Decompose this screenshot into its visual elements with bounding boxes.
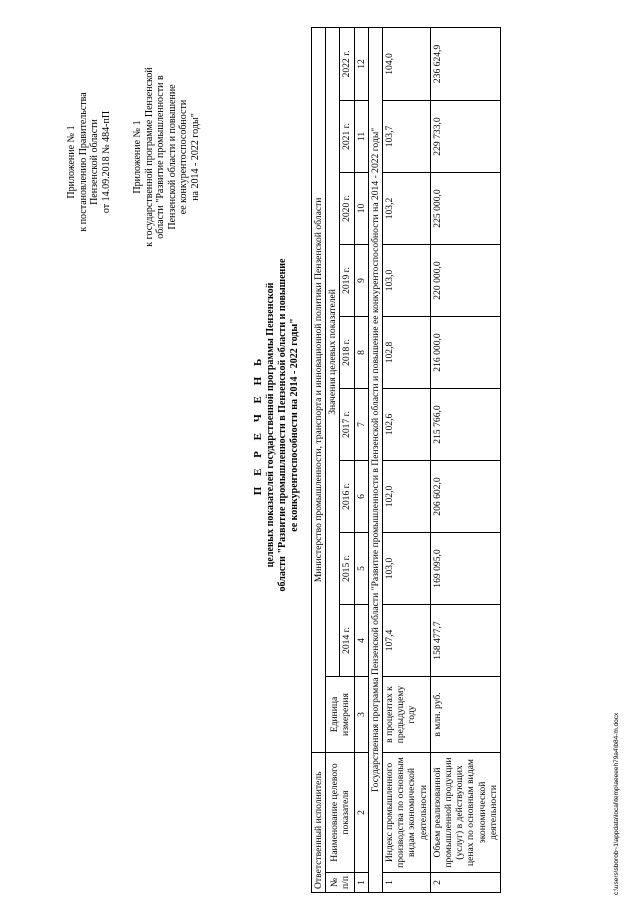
document-heading [252, 205, 301, 645]
column-numbers-row [354, 27, 368, 892]
year-header: 2022 г. [340, 27, 354, 100]
appendix-line: к постановлению Правительства [77, 92, 89, 232]
year-header: 2015 г. [340, 533, 354, 605]
appendix-program-note [132, 57, 201, 257]
appendix-line: ее конкурентоспособности [178, 99, 189, 215]
indicator-value: 102,8 [383, 317, 431, 389]
col-header-values: Значения целевых показателей [326, 27, 340, 676]
column-number: 8 [354, 317, 368, 389]
col-header-name: Наименование целевого показателя [326, 753, 354, 873]
year-header: 2019 г. [340, 245, 354, 317]
indicator-value: 103,0 [383, 533, 431, 605]
column-number: 4 [354, 605, 368, 677]
appendix-line: Приложение № 1 [66, 125, 77, 199]
indicator-unit: в млн. руб. [430, 677, 500, 753]
indicator-value: 225 000,0 [430, 173, 500, 245]
indicator-value: 158 477,7 [430, 605, 500, 677]
indicator-value: 215 766,0 [430, 389, 500, 461]
appendix-line: к государственной программе Пензенской [143, 67, 155, 247]
year-header: 2017 г. [340, 389, 354, 461]
year-header: 2020 г. [340, 173, 354, 245]
appendix-line: Приложение № 1 [132, 120, 143, 194]
column-number: 12 [354, 27, 368, 100]
program-row [368, 27, 382, 892]
column-number: 9 [354, 245, 368, 317]
indicator-value: 102,6 [383, 389, 431, 461]
year-header: 2014 г. [340, 605, 354, 677]
row-number: 2 [430, 873, 500, 893]
program-title: Государственная программа Пензенской области "Развитие промышленности в Пензенской области и повышение ее конкурентоспособности на 2014 - 2022 годы" [368, 27, 382, 892]
document-title: П Е Р Е Ч Е Н Ь [252, 354, 264, 496]
row-number: 1 [383, 873, 431, 893]
indicator-value: 206 602,0 [430, 461, 500, 533]
appendix-line: Пензенской области [89, 119, 100, 205]
indicator-name: Объем реализованной промышленной продукции (услуг) в действующих ценах по основным видам экономической деятельности [430, 753, 500, 873]
appendix-decree-note [66, 67, 112, 257]
indicator-value: 229 733,0 [430, 101, 500, 173]
indicator-value: 103,7 [383, 101, 431, 173]
indicator-value: 236 624,9 [430, 27, 500, 100]
col-header-no: № п/п [326, 873, 354, 893]
column-number: 10 [354, 173, 368, 245]
year-header: 2018 г. [340, 317, 354, 389]
appendix-line: Пензенской области и повышение [166, 84, 178, 230]
document-subtitle-line: области "Развитие промышленности в Пензенской области и повышение [277, 258, 288, 592]
indicator-value: 220 000,0 [430, 245, 500, 317]
column-number: 7 [354, 389, 368, 461]
responsible-value: Министерство промышленности, транспорта и инновационной политики Пензенской области [312, 27, 326, 752]
indicator-value: 169 095,0 [430, 533, 500, 605]
column-number: 6 [354, 461, 368, 533]
indicator-value: 103,2 [383, 173, 431, 245]
year-header: 2016 г. [340, 461, 354, 533]
header-row [326, 27, 340, 892]
table-row [430, 27, 500, 892]
column-number: 3 [354, 677, 368, 753]
indicator-value: 104,0 [383, 27, 431, 100]
indicator-value: 107,4 [383, 605, 431, 677]
file-path-footer: c:\users\sborob~1\appdata\local\temp\aeeeeh79a4\b84-m.docx [613, 712, 620, 895]
indicator-value: 216 000,0 [430, 317, 500, 389]
appendix-line: от 14.09.2018 № 484-пП [100, 110, 112, 214]
year-header: 2021 г. [340, 101, 354, 173]
col-header-unit: Единица измерения [326, 677, 354, 753]
appendix-line: области "Развитие промышленности в [155, 75, 166, 239]
column-number: 11 [354, 101, 368, 173]
responsible-row [312, 27, 326, 892]
indicator-name: Индекс промышленного производства по основным видам экономической деятельности [383, 753, 431, 873]
document-subtitle-line: ее конкурентоспособности на 2014 - 2022 годы" [289, 318, 300, 532]
appendix-line: на 2014 - 2022 годы" [189, 113, 201, 201]
column-number: 2 [354, 753, 368, 873]
indicator-unit: в процентах к предыдущему году [383, 677, 431, 753]
column-number: 1 [354, 873, 368, 893]
document-subtitle-line: целевых показателей государственной программы Пензенской [265, 282, 276, 568]
column-number: 5 [354, 533, 368, 605]
responsible-label: Ответственный исполнитель [312, 753, 326, 893]
indicator-value: 102,0 [383, 461, 431, 533]
indicators-table [311, 27, 501, 893]
indicator-value: 103,0 [383, 245, 431, 317]
table-row [383, 27, 431, 892]
